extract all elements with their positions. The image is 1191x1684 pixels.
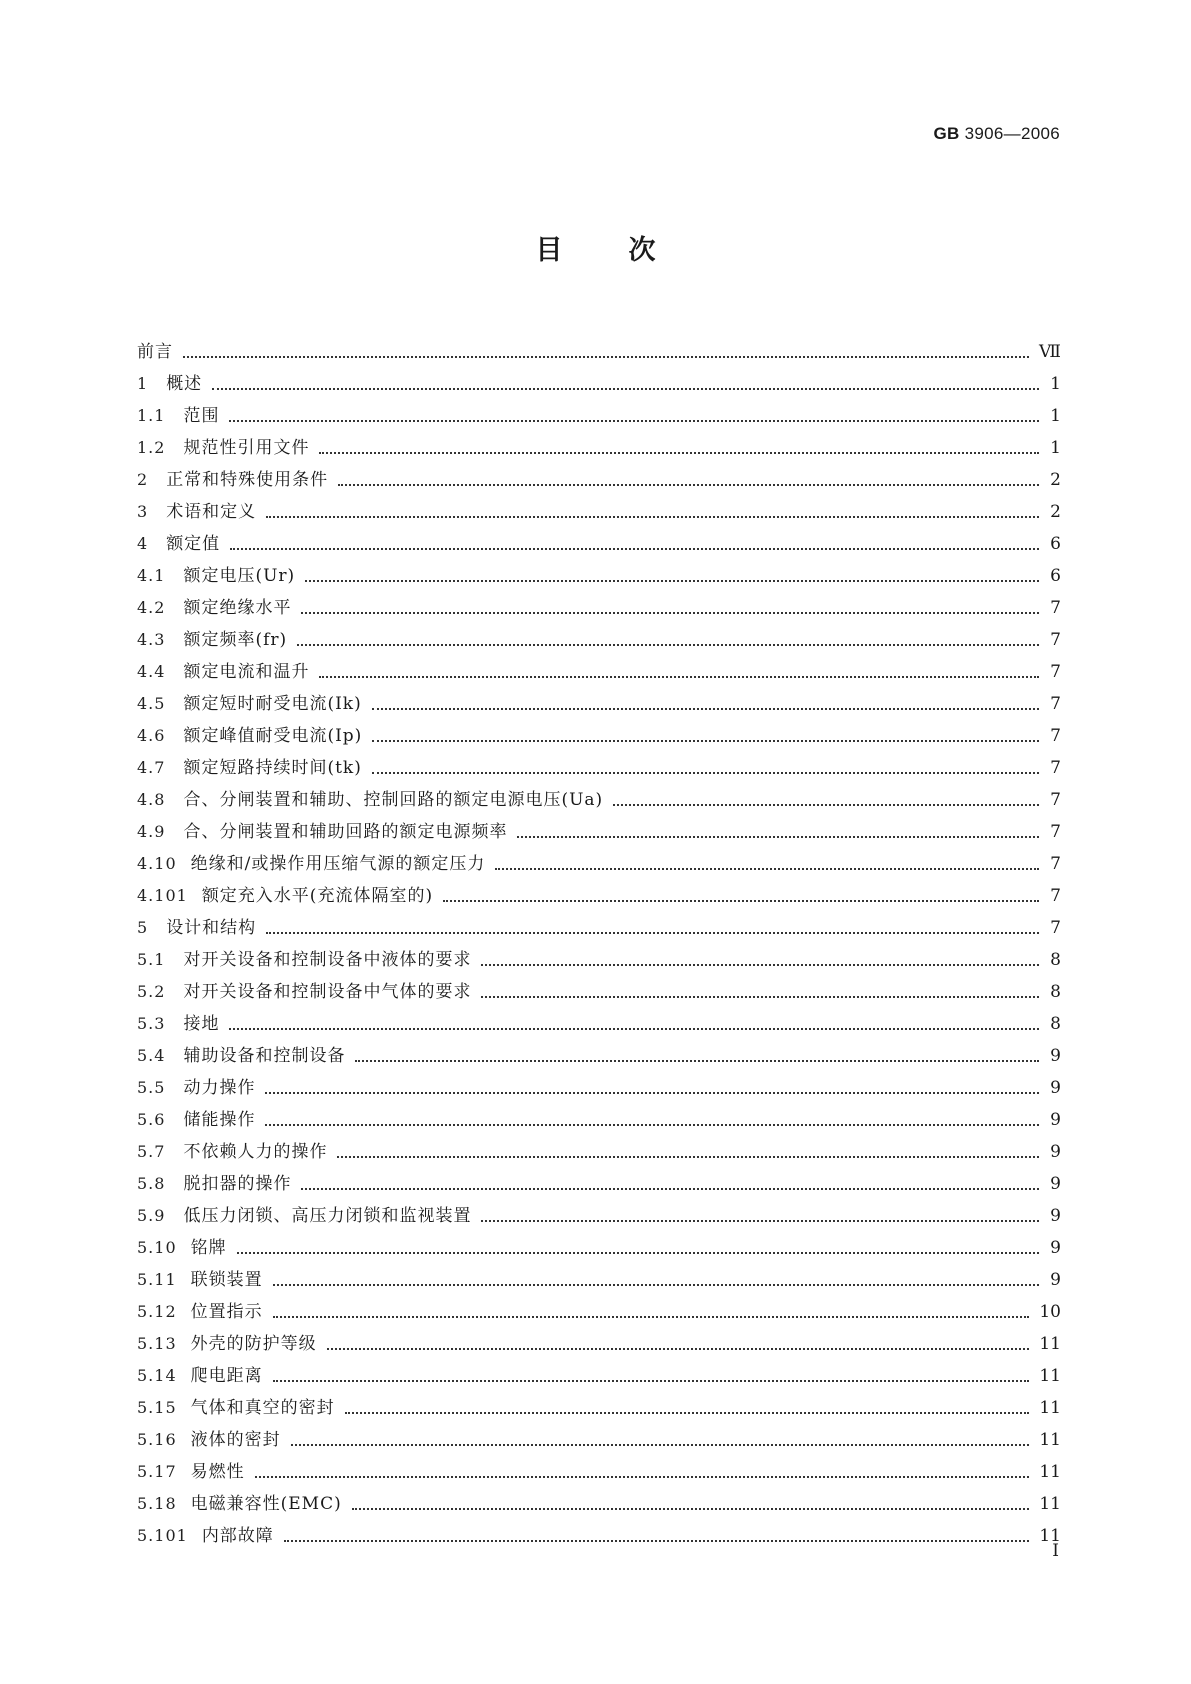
- toc-entry-number: 4.8: [137, 790, 166, 809]
- toc-entry-number: 5.101: [137, 1526, 188, 1545]
- toc-entry-number: 4.101: [137, 886, 188, 905]
- toc-dot-leader: [327, 1336, 1030, 1350]
- toc-entry-page: 9: [1050, 1270, 1061, 1290]
- toc-dot-leader: [352, 1496, 1030, 1510]
- toc-entry[interactable]: [137, 586, 1061, 618]
- toc-entry-page: 7: [1050, 822, 1061, 842]
- toc-entry[interactable]: [137, 778, 1061, 810]
- toc-entry[interactable]: [137, 554, 1061, 586]
- toc-entry-title: 规范性引用文件: [183, 438, 310, 458]
- toc-entry-number: 5.14: [137, 1366, 177, 1385]
- toc-entry-page: 11: [1039, 1526, 1061, 1546]
- toc-entry-page: 8: [1050, 982, 1061, 1002]
- toc-entry-number: 5.10: [137, 1238, 177, 1257]
- toc-entry-number: 4.10: [137, 854, 177, 873]
- toc-entry-page: 1: [1050, 406, 1061, 426]
- toc-dot-leader: [319, 440, 1039, 454]
- toc-entry-title: 内部故障: [201, 1526, 274, 1546]
- toc-entry-page: 7: [1050, 726, 1061, 746]
- table-of-contents: [137, 330, 1061, 1546]
- toc-entry-title: 联锁装置: [190, 1270, 263, 1290]
- toc-entry-number: 4.6: [137, 726, 166, 745]
- toc-entry-number: 5.11: [137, 1270, 177, 1289]
- toc-entry[interactable]: [137, 1034, 1061, 1066]
- toc-entry-page: 2: [1050, 502, 1061, 522]
- toc-entry-title: 前言: [137, 342, 173, 362]
- toc-dot-leader: [338, 472, 1039, 486]
- toc-entry-number: 5.6: [137, 1110, 166, 1129]
- toc-entry-page: 6: [1050, 566, 1061, 586]
- toc-entry-number: 5.5: [137, 1078, 166, 1097]
- toc-entry-page: 9: [1050, 1046, 1061, 1066]
- toc-dot-leader: [301, 600, 1039, 614]
- toc-dot-leader: [237, 1240, 1039, 1254]
- toc-dot-leader: [301, 1176, 1039, 1190]
- toc-dot-leader: [372, 696, 1039, 710]
- toc-dot-leader: [319, 664, 1039, 678]
- toc-entry-number: 4.5: [137, 694, 166, 713]
- toc-entry-page: 8: [1050, 950, 1061, 970]
- toc-dot-leader: [284, 1528, 1030, 1542]
- toc-dot-leader: [305, 568, 1039, 582]
- toc-entry-title: 术语和定义: [166, 502, 257, 522]
- toc-entry[interactable]: [137, 1066, 1061, 1098]
- toc-entry-page: 7: [1050, 854, 1061, 874]
- page-number: Ⅰ: [1052, 1541, 1059, 1561]
- page-title: 目次: [535, 235, 722, 266]
- toc-entry-number: 4.3: [137, 630, 166, 649]
- toc-entry-number: 5.16: [137, 1430, 177, 1449]
- toc-dot-leader: [355, 1048, 1039, 1062]
- toc-entry-number: 5: [137, 918, 149, 937]
- toc-entry-page: 11: [1039, 1430, 1061, 1450]
- toc-entry-page: 9: [1050, 1078, 1061, 1098]
- toc-dot-leader: [481, 1208, 1039, 1222]
- toc-entry-title: 额定电流和温升: [183, 662, 310, 682]
- toc-dot-leader: [273, 1368, 1030, 1382]
- toc-dot-leader: [372, 760, 1039, 774]
- toc-entry-title: 铭牌: [190, 1238, 227, 1258]
- toc-entry-number: 4: [137, 534, 149, 553]
- toc-dot-leader: [229, 408, 1039, 422]
- toc-entry-title: 额定短路持续时间(tk): [183, 758, 362, 778]
- toc-entry-title: 易燃性: [190, 1462, 245, 1482]
- toc-entry-page: 2: [1050, 470, 1061, 490]
- toc-dot-leader: [230, 536, 1039, 550]
- toc-entry-number: 1.2: [137, 438, 166, 457]
- toc-entry-title: 脱扣器的操作: [183, 1174, 292, 1194]
- toc-entry-number: 5.17: [137, 1462, 177, 1481]
- toc-entry-number: 4.9: [137, 822, 166, 841]
- toc-entry-title: 气体和真空的密封: [190, 1398, 335, 1418]
- toc-entry[interactable]: [137, 1226, 1061, 1258]
- toc-entry-page: 1: [1050, 374, 1061, 394]
- toc-dot-leader: [337, 1144, 1039, 1158]
- toc-entry[interactable]: [137, 746, 1061, 778]
- toc-entry-number: 5.1: [137, 950, 166, 969]
- toc-entry-number: 5.12: [137, 1302, 177, 1321]
- toc-dot-leader: [495, 856, 1039, 870]
- toc-entry-number: 5.15: [137, 1398, 177, 1417]
- toc-entry[interactable]: [137, 458, 1061, 490]
- toc-entry-number: 4.4: [137, 662, 166, 681]
- toc-entry[interactable]: [137, 1418, 1061, 1450]
- toc-entry[interactable]: [137, 938, 1061, 970]
- toc-entry-page: 10: [1039, 1302, 1061, 1322]
- toc-entry-title: 绝缘和/或操作用压缩气源的额定压力: [190, 854, 486, 874]
- toc-entry-page: 9: [1050, 1174, 1061, 1194]
- toc-entry-title: 额定电压(Ur): [183, 566, 296, 586]
- toc-entry-page: 9: [1050, 1110, 1061, 1130]
- toc-entry-number: 2: [137, 470, 149, 489]
- toc-entry[interactable]: [137, 362, 1061, 394]
- toc-dot-leader: [229, 1016, 1039, 1030]
- toc-dot-leader: [265, 1112, 1039, 1126]
- toc-entry-title: 设计和结构: [166, 918, 257, 938]
- toc-entry-title: 额定值: [166, 534, 221, 554]
- toc-entry[interactable]: [137, 906, 1061, 938]
- toc-entry-number: 5.9: [137, 1206, 166, 1225]
- toc-entry-title: 额定绝缘水平: [183, 598, 292, 618]
- standard-code: [934, 124, 1060, 144]
- toc-entry-number: 5.2: [137, 982, 166, 1001]
- toc-entry-title: 接地: [183, 1014, 220, 1034]
- toc-entry[interactable]: [137, 1002, 1061, 1034]
- toc-entry[interactable]: [137, 1290, 1061, 1322]
- toc-entry[interactable]: [137, 682, 1061, 714]
- toc-entry-page: 7: [1050, 790, 1061, 810]
- toc-entry-page: 7: [1050, 758, 1061, 778]
- toc-entry[interactable]: [137, 714, 1061, 746]
- toc-entry-page: 7: [1050, 918, 1061, 938]
- toc-entry[interactable]: [137, 426, 1061, 458]
- toc-entry[interactable]: [137, 842, 1061, 874]
- toc-entry-title: 额定频率(fr): [183, 630, 288, 650]
- toc-dot-leader: [481, 952, 1039, 966]
- toc-entry-title: 液体的密封: [190, 1430, 281, 1450]
- toc-dot-leader: [613, 792, 1039, 806]
- toc-entry-title: 电磁兼容性(EMC): [190, 1494, 342, 1514]
- standard-prefix: GB: [933, 124, 960, 143]
- toc-dot-leader: [372, 728, 1039, 742]
- toc-entry[interactable]: [137, 1162, 1061, 1194]
- toc-entry[interactable]: [137, 394, 1061, 426]
- toc-entry[interactable]: [137, 330, 1061, 362]
- toc-entry-page: 11: [1039, 1494, 1061, 1514]
- toc-entry-title: 额定峰值耐受电流(Ip): [183, 726, 363, 746]
- toc-entry-page: 7: [1050, 598, 1061, 618]
- toc-entry-number: 5.4: [137, 1046, 166, 1065]
- toc-entry-page: 7: [1050, 694, 1061, 714]
- toc-entry-title: 额定短时耐受电流(Ik): [183, 694, 362, 714]
- toc-entry-page: 7: [1050, 662, 1061, 682]
- toc-entry[interactable]: [137, 1482, 1061, 1514]
- toc-entry[interactable]: [137, 522, 1061, 554]
- toc-entry[interactable]: [137, 810, 1061, 842]
- toc-entry-number: 1.1: [137, 406, 166, 425]
- toc-entry-title: 储能操作: [183, 1110, 256, 1130]
- toc-entry-title: 额定充入水平(充流体隔室的): [201, 886, 434, 906]
- toc-dot-leader: [297, 632, 1039, 646]
- toc-dot-leader: [266, 504, 1039, 518]
- toc-entry-number: 5.7: [137, 1142, 166, 1161]
- toc-entry-title: 合、分闸装置和辅助、控制回路的额定电源电压(Ua): [183, 790, 604, 810]
- toc-entry-title: 外壳的防护等级: [190, 1334, 317, 1354]
- toc-entry-page: 8: [1050, 1014, 1061, 1034]
- toc-entry-number: 4.1: [137, 566, 166, 585]
- toc-entry-page: 11: [1039, 1462, 1061, 1482]
- toc-dot-leader: [291, 1432, 1030, 1446]
- toc-entry-number: 5.13: [137, 1334, 177, 1353]
- toc-dot-leader: [273, 1272, 1039, 1286]
- toc-entry-page: 11: [1039, 1334, 1061, 1354]
- toc-entry[interactable]: [137, 1194, 1061, 1226]
- toc-entry-page: 9: [1050, 1238, 1061, 1258]
- toc-entry-title: 概述: [166, 374, 203, 394]
- toc-entry-number: 4.2: [137, 598, 166, 617]
- toc-entry-number: 1: [137, 374, 149, 393]
- toc-entry-page: 7: [1050, 886, 1061, 906]
- toc-entry[interactable]: [137, 618, 1061, 650]
- toc-dot-leader: [443, 888, 1039, 902]
- toc-entry-title: 不依赖人力的操作: [183, 1142, 328, 1162]
- toc-entry[interactable]: [137, 1354, 1061, 1386]
- toc-dot-leader: [273, 1304, 1030, 1318]
- toc-entry[interactable]: [137, 1450, 1061, 1482]
- toc-entry-title: 合、分闸装置和辅助回路的额定电源频率: [183, 822, 508, 842]
- toc-entry[interactable]: [137, 1258, 1061, 1290]
- toc-entry-title: 位置指示: [190, 1302, 263, 1322]
- toc-entry-number: 5.18: [137, 1494, 177, 1513]
- toc-entry-number: 5.8: [137, 1174, 166, 1193]
- toc-dot-leader: [265, 1080, 1039, 1094]
- toc-dot-leader: [266, 920, 1039, 934]
- toc-dot-leader: [255, 1464, 1030, 1478]
- toc-entry-page: 6: [1050, 534, 1061, 554]
- toc-dot-leader: [212, 376, 1039, 390]
- toc-entry[interactable]: [137, 1098, 1061, 1130]
- toc-entry[interactable]: [137, 874, 1061, 906]
- toc-entry-title: 范围: [183, 406, 220, 426]
- toc-entry-number: 5.3: [137, 1014, 166, 1033]
- toc-entry-number: 4.7: [137, 758, 166, 777]
- toc-entry[interactable]: [137, 490, 1061, 522]
- toc-entry-page: 7: [1050, 630, 1061, 650]
- toc-entry-page: Ⅶ: [1039, 342, 1061, 362]
- toc-entry-title: 辅助设备和控制设备: [183, 1046, 346, 1066]
- toc-entry[interactable]: [137, 1322, 1061, 1354]
- toc-dot-leader: [481, 984, 1039, 998]
- toc-entry[interactable]: [137, 1386, 1061, 1418]
- toc-entry[interactable]: [137, 1130, 1061, 1162]
- toc-entry-title: 低压力闭锁、高压力闭锁和监视装置: [183, 1206, 472, 1226]
- toc-dot-leader: [183, 344, 1029, 358]
- toc-entry-title: 对开关设备和控制设备中气体的要求: [183, 982, 472, 1002]
- toc-dot-leader: [345, 1400, 1030, 1414]
- toc-entry-page: 9: [1050, 1206, 1061, 1226]
- toc-entry-title: 对开关设备和控制设备中液体的要求: [183, 950, 472, 970]
- toc-entry[interactable]: [137, 650, 1061, 682]
- toc-entry-number: 3: [137, 502, 149, 521]
- toc-entry-title: 正常和特殊使用条件: [166, 470, 329, 490]
- toc-entry[interactable]: [137, 970, 1061, 1002]
- toc-entry-page: 1: [1050, 438, 1061, 458]
- toc-entry[interactable]: [137, 1514, 1061, 1546]
- toc-entry-title: 动力操作: [183, 1078, 256, 1098]
- toc-entry-page: 11: [1039, 1366, 1061, 1386]
- toc-entry-page: 9: [1050, 1142, 1061, 1162]
- toc-entry-page: 11: [1039, 1398, 1061, 1418]
- toc-entry-title: 爬电距离: [190, 1366, 263, 1386]
- standard-number: 3906—2006: [964, 124, 1060, 143]
- toc-dot-leader: [517, 824, 1039, 838]
